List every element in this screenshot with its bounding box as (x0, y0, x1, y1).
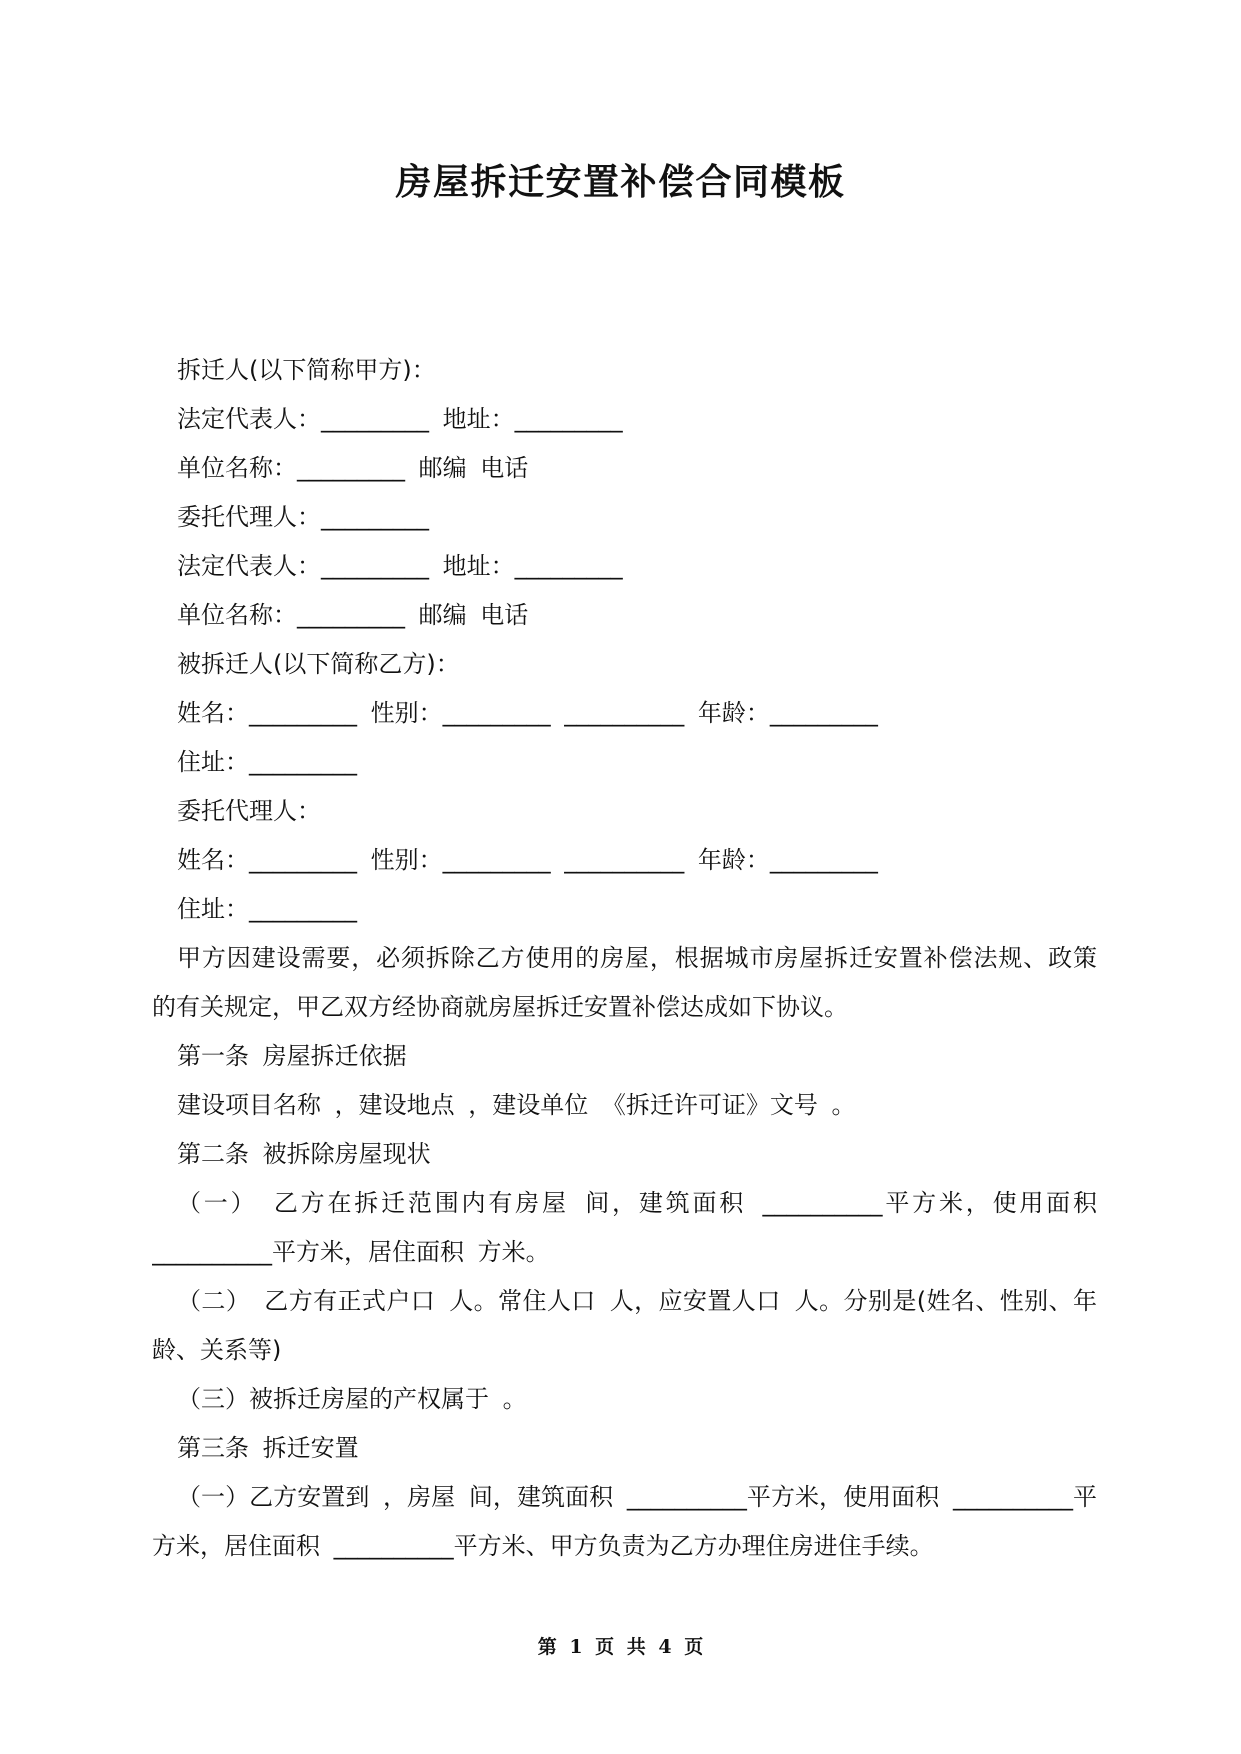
article-2-heading: 第二条 被拆除房屋现状 (177, 1140, 431, 1168)
article-2-item-1-line-1: （一） 乙方在拆迁范围内有房屋 间，建筑面积 __________平方米，使用面积 (177, 1189, 1097, 1217)
party-b-agent-person-line: 姓名：_________ 性别：_________ __________ 年龄：_________ (177, 846, 878, 874)
article-2-item-3: （三）被拆迁房屋的产权属于 。 (177, 1385, 527, 1413)
party-b-heading: 被拆迁人(以下简称乙方)： (177, 650, 460, 678)
party-a-unit-line: 单位名称：_________ 邮编 电话 (177, 454, 529, 482)
party-a-unit-line-2: 单位名称：_________ 邮编 电话 (177, 601, 529, 629)
party-a-heading: 拆迁人(以下简称甲方)： (177, 356, 436, 384)
contract-body (152, 346, 1097, 1571)
preamble-line-1: 甲方因建设需要，必须拆除乙方使用的房屋，根据城市房屋拆迁安置补偿法规、政策 (177, 944, 1097, 972)
page-number: 第 1 页 共 4 页 (537, 1636, 704, 1658)
preamble-line-2: 的有关规定，甲乙双方经协商就房屋拆迁安置补偿达成如下协议。 (152, 993, 848, 1021)
party-b-agent-heading: 委托代理人： (177, 797, 321, 825)
article-3-item-1-line-2: 方米，居住面积 __________平方米、甲方负责为乙方办理住房进住手续。 (152, 1532, 934, 1560)
article-2-item-1-line-2: __________平方米，居住面积 方米。 (152, 1238, 550, 1266)
party-a-agent-line: 委托代理人：_________ (177, 503, 429, 531)
party-b-person-line: 姓名：_________ 性别：_________ __________ 年龄：_________ (177, 699, 878, 727)
document-title: 房屋拆迁安置补偿合同模板 (395, 162, 846, 203)
article-2-item-2-line-2: 龄、关系等) (152, 1336, 282, 1364)
article-1-heading: 第一条 房屋拆迁依据 (177, 1042, 407, 1070)
article-2-item-2-line-1: （二） 乙方有正式户口 人。常住人口 人，应安置人口 人。分别是(姓名、性别、年 (177, 1287, 1097, 1315)
party-b-agent-address-line: 住址：_________ (177, 895, 357, 923)
party-a-legal-rep-line-2: 法定代表人：_________ 地址：_________ (177, 552, 623, 580)
article-3-heading: 第三条 拆迁安置 (177, 1434, 359, 1462)
article-1-text: 建设项目名称 ，建设地点 ，建设单位 《拆迁许可证》文号 。 (177, 1091, 856, 1119)
party-a-legal-rep-line: 法定代表人：_________ 地址：_________ (177, 405, 623, 433)
article-3-item-1-line-1: （一）乙方安置到 ，房屋 间，建筑面积 __________平方米，使用面积 __________平 (177, 1483, 1097, 1511)
party-b-address-line: 住址：_________ (177, 748, 357, 776)
